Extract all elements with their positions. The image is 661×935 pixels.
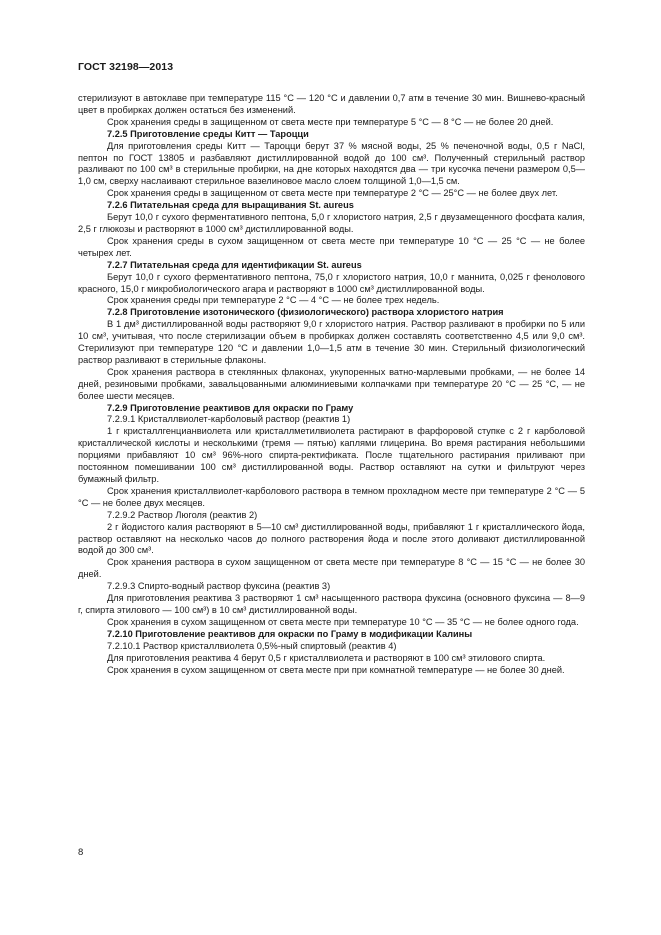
paragraph: Срок хранения в сухом защищенном от света месте при температуре 10 °С — 35 °С — не более одного года. [107,616,579,627]
subsection-heading-7-2-9-1: 7.2.9.1 Кристаллвиолет-карболовый раствор (реактив 1) [107,414,351,425]
paragraph: Срок хранения в сухом защищенном от света месте при при комнатной температуре — не более 30 дней. [107,664,565,675]
paragraph: Срок хранения среды при температуре 2 °С — 4 °С — не более трех недель. [107,295,440,306]
paragraph: Берут 10,0 г сухого ферментативного пептона, 5,0 г хлористого натрия, 2,5 г двузамещенного фосфата калия, 2,5 г глюкозы и растворяют в 1000 см³ дистиллированной воды. [78,212,585,234]
subsection-heading-7-2-9-2: 7.2.9.2 Раствор Люголя (реактив 2) [107,509,258,520]
paragraph: Для приготовления реактива 4 берут 0,5 г кристаллвиолета и растворяют в 100 см³ этилового спирта. [107,652,546,663]
paragraph: Для приготовления среды Китт — Тароцци берут 37 % мясной воды, 25 % печеночной воды, 0,5 г NaCl, пептон по ГОСТ 13805 и разбавляют дистиллированной водой до 100 см³. Полученный стерильный раствор разливают по 100 см³ в стерильные пробирки, на дне которых находятся два — три кусочка печени размером 0,5—1,0 см, сверху наслаивают стерильное вазелиновое масло слоем толщиной 1,0—1,5 см. [78,140,585,187]
paragraph: Срок хранения среды в защищенном от света месте при температуре 2 °С — 25°С — не более двух лет. [107,188,558,199]
paragraph: Срок хранения среды в защищенном от света месте при температуре 5 °С — 8 °С — не более 20 дней. [107,116,554,127]
document-header: ГОСТ 32198—2013 [78,61,174,73]
section-heading-7-2-6: 7.2.6 Питательная среда для выращивания St. aureus [107,200,354,211]
section-heading-7-2-9: 7.2.9 Приготовление реактивов для окраски по Граму [107,402,354,413]
paragraph: Срок хранения кристаллвиолет-карболового раствора в темном прохладном месте при температуре 2 °С — 5 °С — не более двух месяцев. [78,485,585,508]
paragraph: Срок хранения раствора в стеклянных флаконах, укупоренных ватно-марлевыми пробками, — не более 14 дней, резиновыми пробками, завальцованными алюминиевыми колпачками при температуре 20 °С — 25 °С, — не более шести месяцев. [78,366,585,401]
paragraph: Срок хранения раствора в сухом защищенном от света месте при температуре 8 °С — 15 °С — не более 30 дней. [78,557,585,580]
section-heading-7-2-5: 7.2.5 Приготовление среды Китт — Тароцци [107,128,309,139]
subsection-heading-7-2-9-3: 7.2.9.3 Спирто-водный раствор фуксина (реактив 3) [107,581,331,592]
section-heading-7-2-8: 7.2.8 Приготовление изотонического (физиологического) раствора хлористого натрия [107,307,504,318]
paragraph: Для приготовления реактива 3 растворяют 1 см³ насыщенного раствора фуксина (основного фуксина — 8—9 г, спирта этилового — 100 см³) в 10 см³ дистиллированной воды. [78,593,585,615]
page-number: 8 [78,847,84,858]
paragraph: В 1 дм³ дистиллированной воды растворяют 9,0 г хлористого натрия. Раствор разливают в пробирки по 5 или 10 см³, учитывая, что после стерилизации объем в пробирках должен составлять соответственно 4,5 или 9,0 см³. Стерилизуют при температуре 120 °С и давлении 1,0—1,5 атм в течение 30 мин. Стерильный физиологический раствор разливают в стерильные флаконы. [78,319,585,365]
section-heading-7-2-10: 7.2.10 Приготовление реактивов для окраски по Граму в модификации Калины [107,628,473,639]
paragraph: 2 г йодистого калия растворяют в 5—10 см³ дистиллированной воды, прибавляют 1 г кристаллического йода, раствор оставляют на несколько часов до полного растворения йода и после этого доливают дистиллированной водой до 300 см³. [78,521,585,556]
subsection-heading-7-2-10-1: 7.2.10.1 Раствор кристаллвиолета 0,5%-ный спиртовый (реактив 4) [107,640,397,651]
section-heading-7-2-7: 7.2.7 Питательная среда для идентификации St. aureus [107,259,362,270]
paragraph-continuation: стерилизуют в автоклаве при температуре 115 °С — 120 °С и давлении 0,7 атм в течение 30 мин. Вишнево-красный цвет в пробирках должен остаться без изменений. [78,93,585,115]
document-body [78,93,585,676]
paragraph: 1 г кристаллгенцианвиолета или кристаллметилвиолета растирают в фарфоровой ступке с 2 г карболовой кристаллической кислоты и несколькими (тремя — пятью) каплями глицерина. Во время растирания небольшими порциями прибавляют 10 см³ 96%-ного спирта-ректификата. После тщательного растирания приливают при постоянном помешивании 100 см³ дистиллированной воды. Раствор оставляют на сутки и фильтруют через бумажный фильтр. [78,426,585,484]
paragraph: Срок хранения среды в сухом защищенном от света месте при температуре 10 °С — 25 °С — не более четырех лет. [78,235,585,258]
paragraph: Берут 10,0 г сухого ферментативного пептона, 75,0 г хлористого натрия, 10,0 г маннита, 0,025 г фенолового красного, 15,0 г микробиологического агара и растворяют в 1000 см³ дистиллированной воды. [78,271,585,294]
